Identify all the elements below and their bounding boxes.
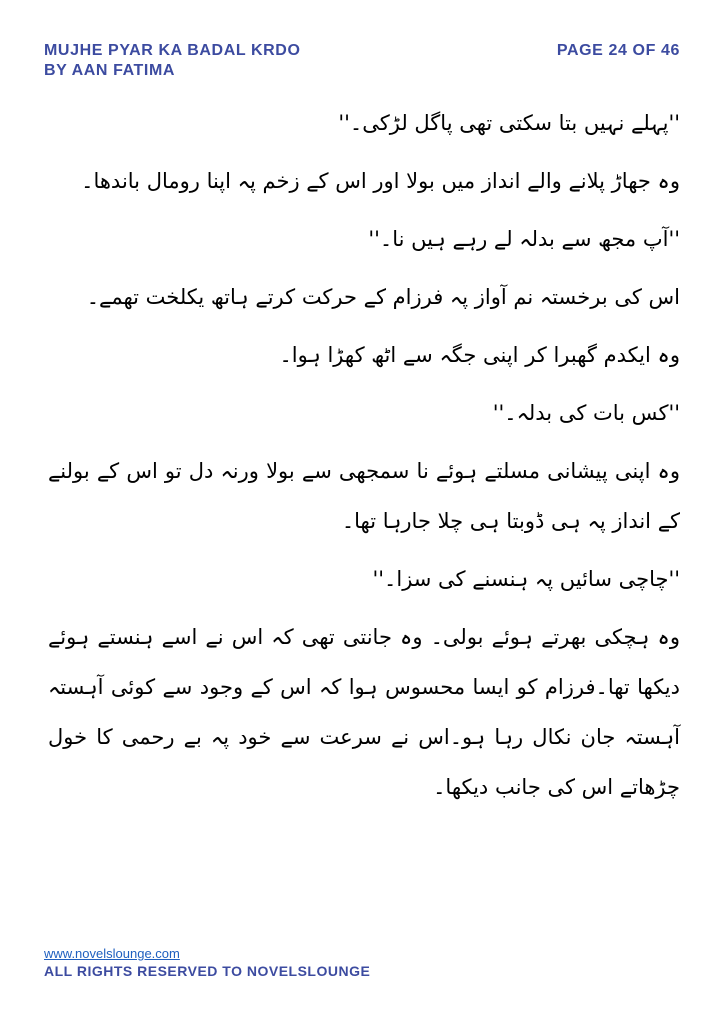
copyright-notice: ALL RIGHTS RESERVED TO NOVELSLOUNGE xyxy=(44,963,371,979)
page-footer xyxy=(44,946,370,979)
paragraph: وہ ہچکی بھرتے ہوئے بولی۔ وہ جانتی تھی کہ اس نے اسے ہنستے ہوئے دیکھا تھا۔فرزام کو ایسا محسوس ہوا کہ اس کے وجود سے کوئی آہستہ آہستہ جان نکال رہا ہو۔اس نے سرعت سے خود پہ بے رحمی کا خول چڑھاتے اس کی جانب دیکھا۔ xyxy=(48,625,680,799)
paragraph: ''کس بات کی بدلہ۔'' xyxy=(492,401,680,425)
paragraph: ''چاچی سائیں پہ ہنسنے کی سزا۔'' xyxy=(372,567,680,591)
paragraph: ''آپ مجھ سے بدلہ لے رہے ہیں نا۔'' xyxy=(368,227,680,251)
paragraph: وہ اپنی پیشانی مسلتے ہوئے نا سمجھی سے بولا ورنہ دل تو اس کے بولنے کے انداز پہ ہی ڈوبتا ہی چلا جارہا تھا۔ xyxy=(48,459,680,533)
paragraph: اس کی برخستہ نم آواز پہ فرزام کے حرکت کرتے ہاتھ یکلخت تھمے۔ xyxy=(86,285,680,309)
paragraph: وہ ایکدم گھبرا کر اپنی جگہ سے اٹھ کھڑا ہوا۔ xyxy=(279,343,680,367)
author-line: BY AAN FATIMA xyxy=(44,62,176,79)
story-text xyxy=(48,98,680,812)
website-link[interactable]: www.novelslounge.com xyxy=(44,946,180,961)
novel-title: MUJHE PYAR KA BADAL KRDO xyxy=(44,42,301,59)
page-number: PAGE 24 OF 46 xyxy=(556,42,680,59)
paragraph: ''پہلے نہیں بتا سکتی تھی پاگل لڑکی۔'' xyxy=(338,111,680,135)
paragraph: وہ جھاڑ پلانے والے انداز میں بولا اور اس کے زخم پہ اپنا رومال باندھا۔ xyxy=(81,169,680,193)
